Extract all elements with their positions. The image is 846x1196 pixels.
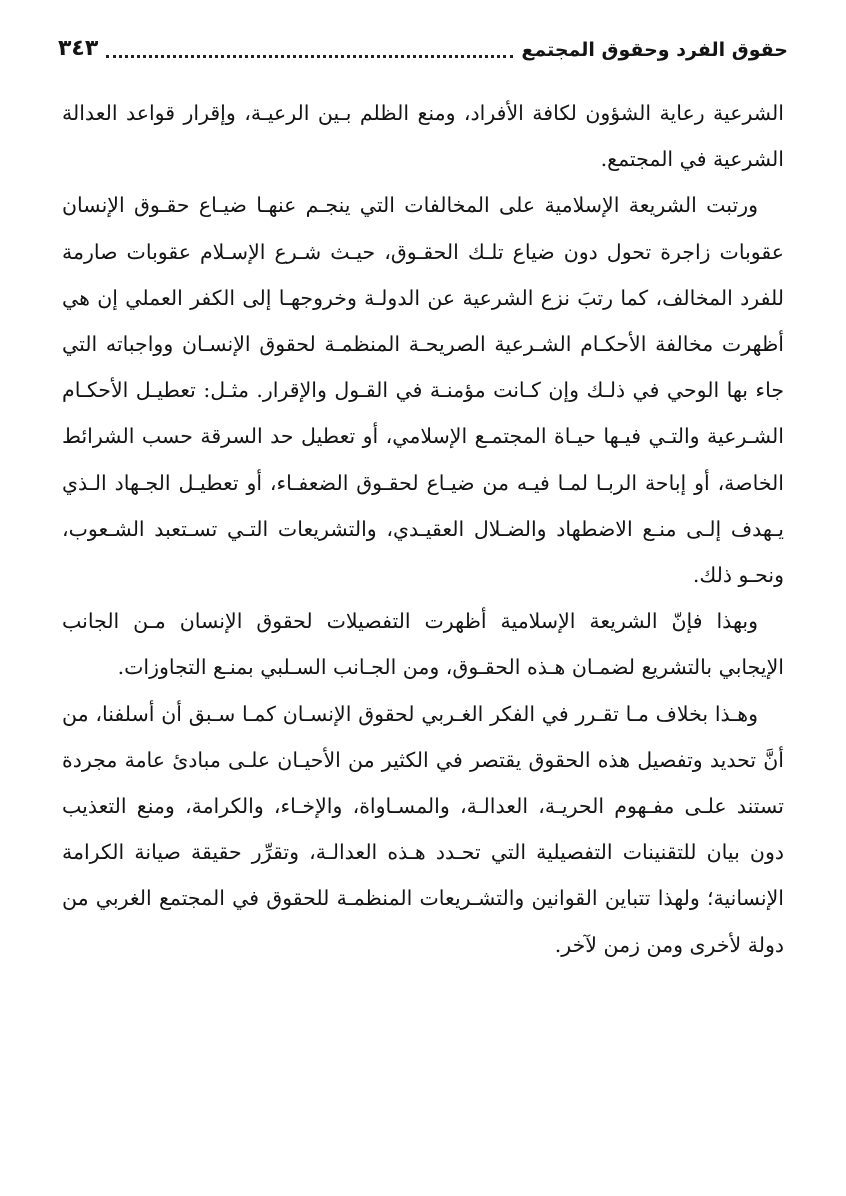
paragraph: وبهذا فإنّ الشريعة الإسلامية أظهرت التفصيلات لحقوق الإنسان مـن الجانب الإيجابي بالتشريع لضمـان هـذه الحقـوق، ومن الجـانب السـلبي بمنـع التجاوزات. xyxy=(62,609,784,680)
body-text xyxy=(62,90,784,968)
page-number: ٣٤٣ xyxy=(58,36,99,61)
paragraph: وهـذا بخلاف مـا تقـرر في الفكر الغـربي لحقوق الإنسـان كمـا سـبق أن أسلفنا، من أنَّ تحديد وتفصيل هذه الحقوق يقتصر في الكثير من الأحيـان علـى مبادئ عامة مجردة تستند علـى مفـهوم الحريـة، العدالـة، والمسـاواة، والإخـاء، والكرامة، ومنع التعذيب دون بيان للتقنينات التفصيلية التي تحـدد هـذه العدالـة، وتقرِّر حقيقة صيانة الكرامة الإنسانية؛ ولهذا تتباين القوانين والتشـريعات المنظمـة للحقوق في المجتمع الغربي من دولة لأخرى ومن زمن لآخر. xyxy=(62,701,784,957)
running-title: حقوق الفرد وحقوق المجتمع xyxy=(521,39,788,61)
paragraph: الشرعية رعاية الشؤون لكافة الأفراد، ومنع الظلم بـين الرعيـة، وإقرار قواعد العدالة الشرعية في المجتمع. xyxy=(62,101,784,172)
dotted-leader xyxy=(106,55,513,58)
page-header xyxy=(58,30,788,64)
paragraph: ورتبت الشريعة الإسلامية على المخالفات التي ينجـم عنهـا ضيـاع حقـوق الإنسان عقوبات زاجرة تحول دون ضياع تلـك الحقـوق، حيـث شـرع الإسـلام عقوبات صارمة للفرد المخالف، كما رتبَ نزع الشرعية عن الدولـة وخروجهـا إلى الكفر العملي إن هي أظهرت مخالفة الأحكـام الشـرعية الصريحـة المنظمـة لحقوق الإنسـان وواجباته التي جاء بها الوحي في ذلـك وإن كـانت مؤمنـة في القـول والإقرار. مثـل: تعطيـل الأحكـام الشـرعية والتـي فيـها حيـاة المجتمـع الإسلامي، أو تعطيل حد السرقة حسب الشرائط الخاصة، أو إباحة الربـا لمـا فيـه من ضيـاع لحقـوق الضعفـاء، أو تعطيـل الجـهاد الـذي يـهدف إلـى منـع الاضطهاد والضـلال العقيـدي، والتشريعات التـي تسـتعبد الشـعوب، ونحـو ذلك. xyxy=(62,193,784,588)
